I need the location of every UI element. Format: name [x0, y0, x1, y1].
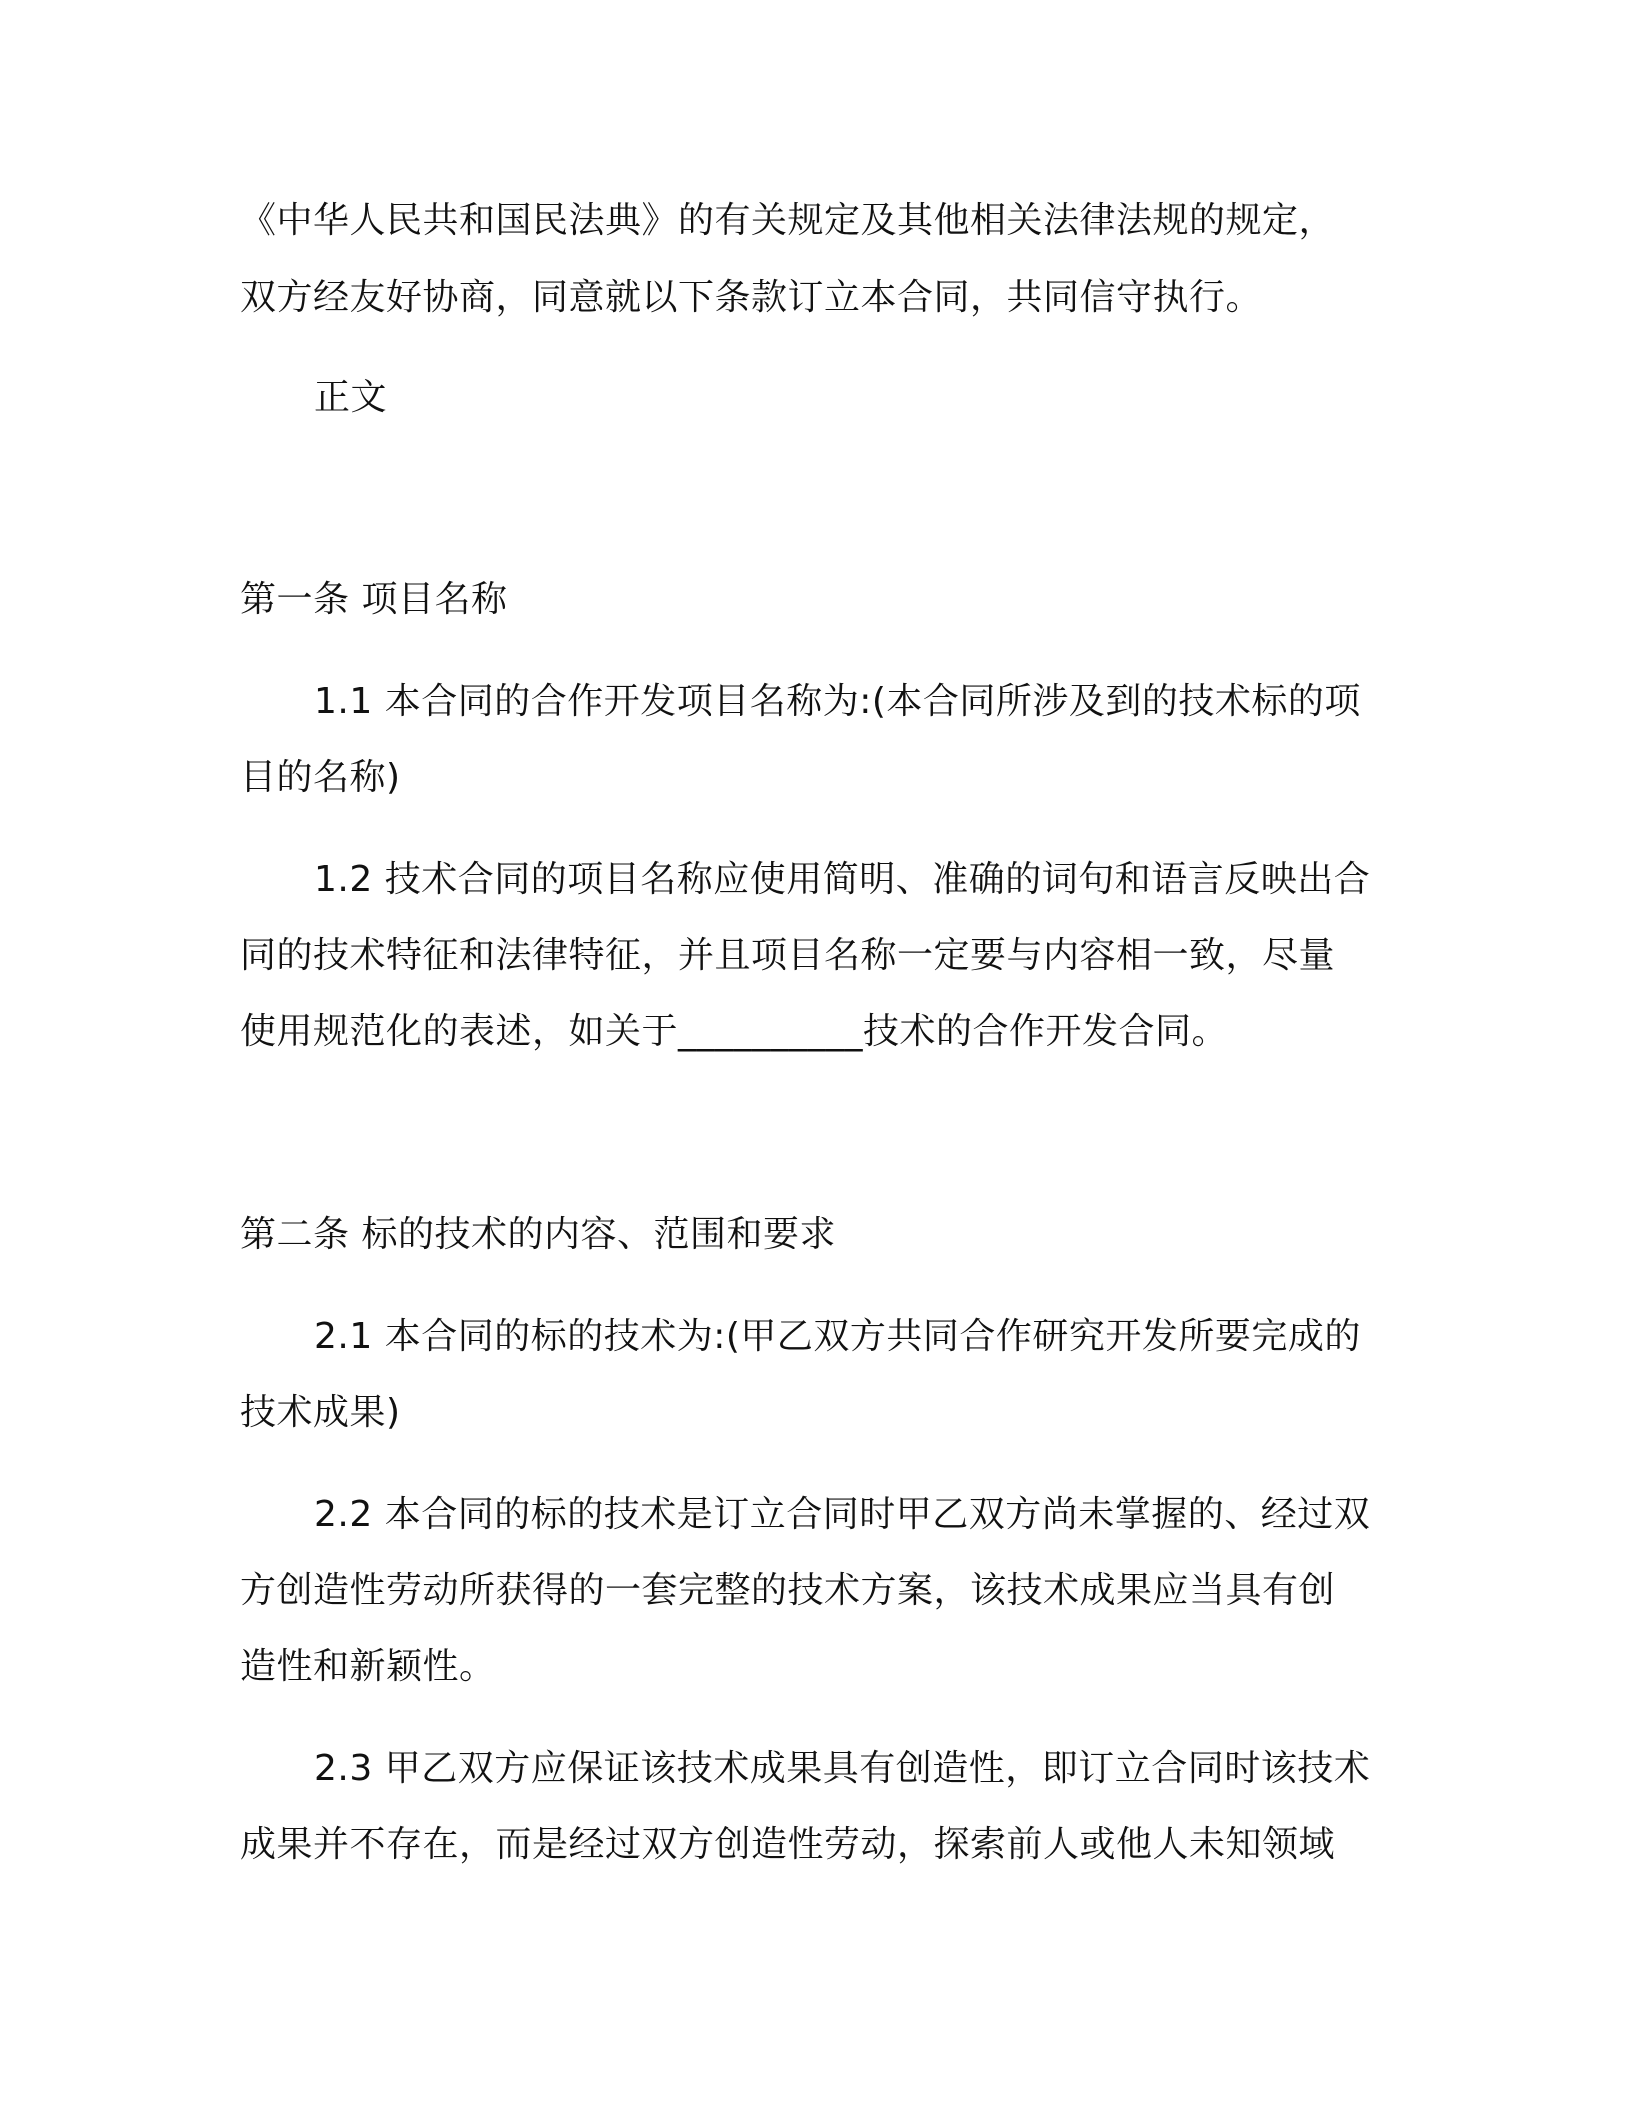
section-heading-body: 正文: [314, 377, 388, 418]
text-line: 技术成果): [240, 1392, 401, 1433]
text-line: 方创造性劳动所获得的一套完整的技术方案，该技术成果应当具有创: [240, 1570, 1336, 1611]
clause-2-3: 2.3 甲乙双方应保证该技术成果具有创造性，即订立合同时该技术: [314, 1748, 1371, 1789]
clause-1-2: 1.2 技术合同的项目名称应使用简明、准确的词句和语言反映出合: [314, 859, 1371, 900]
text-line: 《中华人民共和国民法典》的有关规定及其他相关法律法规的规定，: [240, 200, 1336, 241]
clause-1-1: 1.1 本合同的合作开发项目名称为:(本合同所涉及到的技术标的项: [314, 681, 1361, 722]
article-heading-2: 第二条 标的技术的内容、范围和要求: [240, 1214, 836, 1255]
clause-2-2: 2.2 本合同的标的技术是订立合同时甲乙双方尚未掌握的、经过双: [314, 1494, 1371, 1535]
article-heading-1: 第一条 项目名称: [240, 579, 508, 620]
text-line: 双方经友好协商，同意就以下条款订立本合同，共同信守执行。: [240, 277, 1263, 318]
clause-2-1: 2.1 本合同的标的技术为:(甲乙双方共同合作研究开发所要完成的: [314, 1316, 1361, 1357]
text-line: 使用规范化的表述，如关于__________技术的合作开发合同。: [240, 1011, 1229, 1052]
text-line: 目的名称): [240, 757, 401, 798]
text-line: 成果并不存在，而是经过双方创造性劳动，探索前人或他人未知领域: [240, 1824, 1336, 1865]
text-line: 造性和新颖性。: [240, 1646, 496, 1687]
text-line: 同的技术特征和法律特征，并且项目名称一定要与内容相一致，尽量: [240, 935, 1336, 976]
